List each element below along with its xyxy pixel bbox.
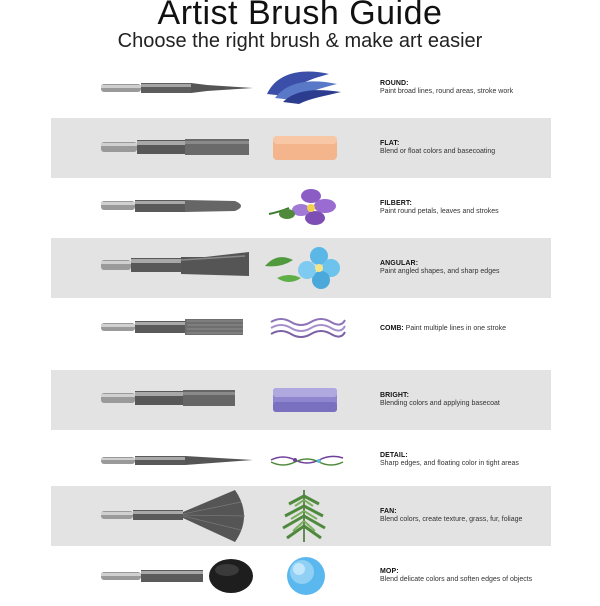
bright-description	[380, 370, 550, 430]
filbert-brush-icon	[95, 178, 255, 238]
flat-description	[380, 118, 550, 178]
page-title: Artist Brush Guide	[157, 0, 443, 32]
angular-brush-icon	[95, 238, 255, 298]
brush-name: MOP:	[380, 568, 399, 575]
comb-description	[380, 298, 550, 358]
brush-description: Sharp edges, and floating color in tight areas	[380, 460, 519, 467]
header	[0, 0, 600, 60]
brush-description: Paint broad lines, round areas, stroke work	[380, 88, 514, 95]
filbert-description	[380, 178, 550, 238]
page-subtitle: Choose the right brush & make art easier	[117, 30, 483, 52]
brush-description: Paint multiple lines in one stroke	[405, 324, 507, 332]
fan-swatch-icon	[259, 486, 349, 546]
mop-description	[380, 546, 550, 606]
brush-name: ANGULAR:	[380, 260, 419, 267]
detail-brush-icon	[95, 430, 255, 490]
brush-row-detail	[51, 430, 551, 490]
brush-description: Blend or float colors and basecoating	[380, 148, 496, 155]
brush-name: ROUND:	[380, 80, 409, 87]
fan-brush-icon	[95, 486, 255, 546]
round-description	[380, 58, 550, 118]
mop-swatch-icon	[259, 546, 349, 606]
detail-description	[380, 430, 550, 490]
brush-name: COMB:	[380, 324, 404, 332]
brush-name: FAN:	[380, 508, 397, 515]
brush-name: BRIGHT:	[380, 392, 410, 399]
filbert-swatch-icon	[259, 178, 349, 238]
brush-row-mop	[51, 546, 551, 606]
brush-row-round	[51, 58, 551, 118]
bright-swatch-icon	[259, 370, 349, 430]
brush-name: FLAT:	[380, 140, 400, 147]
comb-swatch-icon	[259, 298, 349, 358]
bright-brush-icon	[95, 370, 255, 430]
brush-description: Paint round petals, leaves and strokes	[380, 208, 499, 215]
detail-swatch-icon	[259, 430, 349, 490]
angular-swatch-icon	[259, 238, 349, 298]
brush-description: Blend delicate colors and soften edges of objects	[380, 576, 533, 583]
brush-description: Blending colors and applying basecoat	[380, 400, 500, 407]
flat-swatch-icon	[259, 118, 349, 178]
brush-row-angular	[51, 238, 551, 298]
flat-brush-icon	[95, 118, 255, 178]
mop-brush-icon	[95, 546, 255, 606]
brush-name: FILBERT:	[380, 200, 412, 207]
brush-name: DETAIL:	[380, 452, 408, 459]
angular-description	[380, 238, 550, 298]
brush-row-bright	[51, 370, 551, 430]
brush-row-fan	[51, 486, 551, 546]
fan-description	[380, 486, 550, 546]
brush-description: Blend colors, create texture, grass, fur, foliage	[380, 516, 523, 523]
brush-row-flat	[51, 118, 551, 178]
brush-row-filbert	[51, 178, 551, 238]
brush-row-comb	[51, 298, 551, 358]
round-swatch-icon	[259, 58, 349, 118]
round-brush-icon	[95, 58, 255, 118]
comb-brush-icon	[95, 298, 255, 358]
brush-description: Paint angled shapes, and sharp edges	[380, 268, 500, 275]
